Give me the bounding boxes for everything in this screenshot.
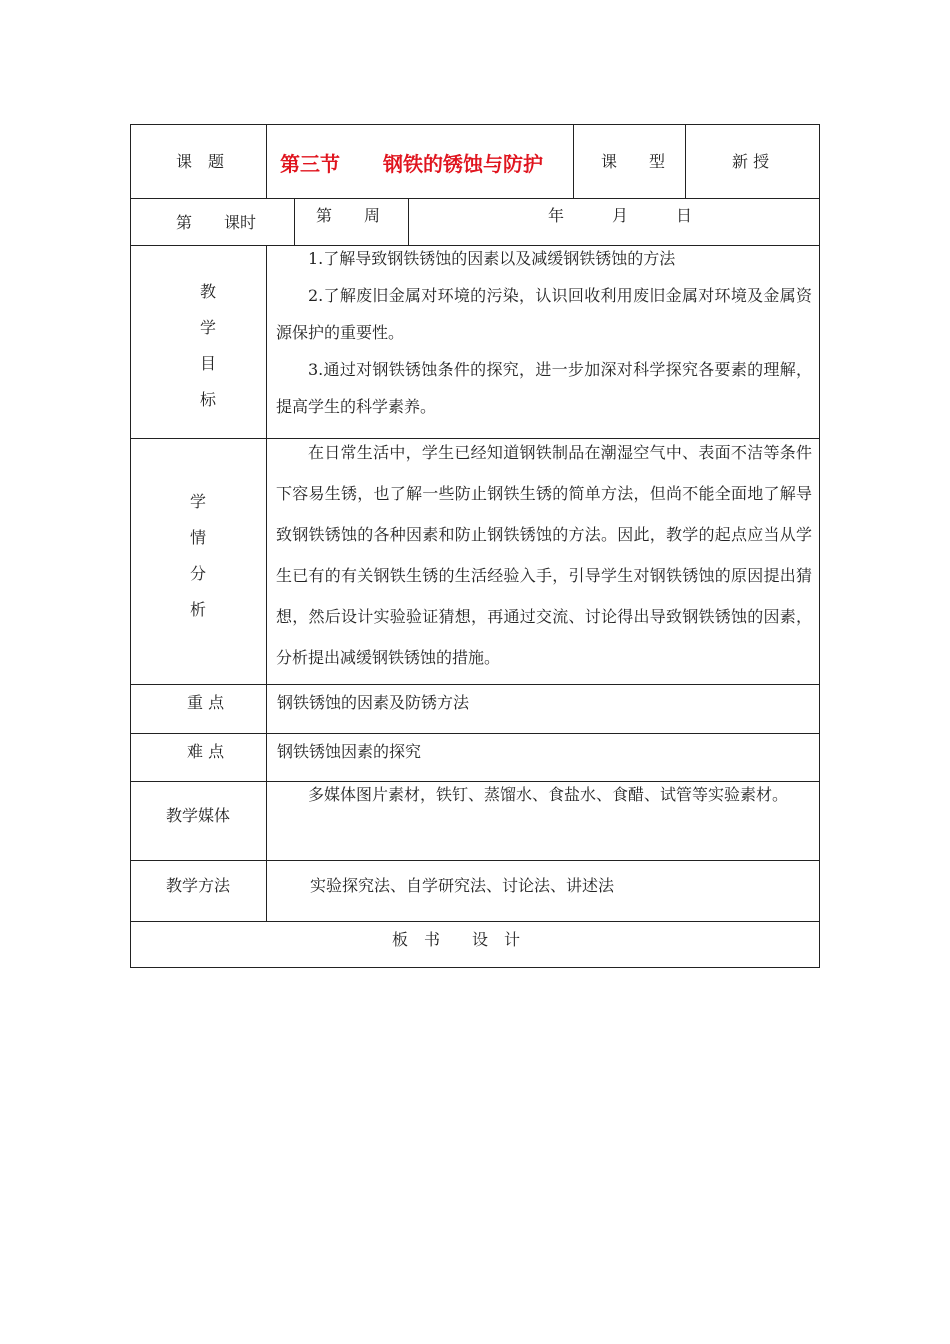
lesson-number-label: 第 课时 bbox=[176, 213, 257, 232]
lesson-plan-page: 课 题 第三节 钢铁的锈蚀与防护 课 型 新 授 第 课时 第 周 年 月 日 教 学 目 标 1.了解导致钢铁锈蚀的因素以及减缓钢铁锈蚀的方法 2.了解废旧金属对环境的污染，认识回收利用废旧金属对环境及金属资源保护的重要性。 3.通过对钢铁锈蚀条件的探究，进一步加深对科学探究各要素的理解，提高学生的科学素养。 学 情 分 析 在日常生活中，学生已经知道钢铁制品在潮湿空气中、表面不洁等条件下容易生锈，也了解一些防止钢铁生锈的简单方法，但尚不能全面地了解导致钢铁锈蚀的各种因素和防止钢铁锈蚀的方法。因此，教学的起点应当从学生已有的有关钢铁生锈的生活经验入手，引导学生对钢铁锈蚀的原因提出猜想，然后设计实验验证猜想，再通过交流、讨论得出导致钢铁锈蚀的因素，分析提出减缓钢铁锈蚀的措施。 重 点 钢铁锈蚀的因素及防锈方法 难 点 钢铁锈蚀因素的探究 教学媒体 多媒体图片素材，铁钉、蒸馏水、食盐水、食醋、试管等实验素材。 教学方法 实验探究法、自学研究法、讨论法、讲述法 板 书 设 计 bbox=[0, 0, 950, 1344]
type-value: 新 授 bbox=[732, 152, 770, 171]
method-label: 教学方法 bbox=[166, 876, 231, 895]
title-section: 第三节 bbox=[280, 152, 340, 176]
media-label: 教学媒体 bbox=[166, 806, 231, 825]
key-point-label: 重 点 bbox=[187, 693, 225, 712]
difficulty-text: 钢铁锈蚀因素的探究 bbox=[277, 742, 422, 761]
page-title: 钢铁的锈蚀与防护 bbox=[383, 152, 543, 176]
method-text: 实验探究法、自学研究法、讨论法、讲述法 bbox=[310, 876, 615, 895]
objective-item: 1.了解导致钢铁锈蚀的因素以及减缓钢铁锈蚀的方法 bbox=[308, 249, 676, 268]
key-point-text: 钢铁锈蚀的因素及防锈方法 bbox=[277, 693, 470, 712]
type-label: 课 型 bbox=[601, 152, 666, 171]
media-text: 多媒体图片素材，铁钉、蒸馏水、食盐水、食醋、试管等实验素材。 bbox=[308, 785, 789, 804]
board-design-label: 板 书 设 计 bbox=[392, 930, 521, 949]
week-label: 第 周 bbox=[316, 206, 381, 225]
date-label: 年 月 日 bbox=[548, 206, 693, 225]
topic-label: 课 题 bbox=[176, 152, 225, 171]
objectives-list bbox=[276, 240, 812, 425]
objective-item: 2.了解废旧金属对环境的污染，认识回收利用废旧金属对环境及金属资源保护的重要性。 bbox=[276, 286, 812, 342]
analysis-text: 在日常生活中，学生已经知道钢铁制品在潮湿空气中、表面不洁等条件下容易生锈，也了解一些防止钢铁生锈的简单方法，但尚不能全面地了解导致钢铁锈蚀的各种因素和防止钢铁锈蚀的方法。因此，教学的起点应当从学生已有的有关钢铁生锈的生活经验入手，引导学生对钢铁锈蚀的原因提出猜想，然后设计实验验证猜想，再通过交流、讨论得出导致钢铁锈蚀的因素，分析提出减缓钢铁锈蚀的措施。 bbox=[276, 443, 812, 667]
difficulty-label: 难 点 bbox=[187, 742, 225, 761]
objective-item: 3.通过对钢铁锈蚀条件的探究，进一步加深对科学探究各要素的理解，提高学生的科学素养。 bbox=[276, 360, 812, 416]
